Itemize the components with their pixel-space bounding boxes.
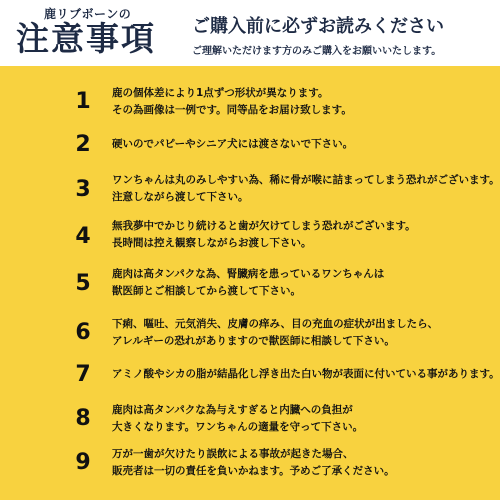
page-title: 注意事項 [16, 19, 156, 58]
item-text-line: 鹿肉は高タンパクな為与えすぎると内臓への負担が [112, 404, 353, 416]
item-number: 1 [75, 89, 91, 114]
item-text-line: 大きくなります。ワンちゃんの適量を守って下さい。 [112, 421, 364, 433]
product-label: 鹿リブボーンの [44, 7, 132, 21]
item-text [112, 136, 492, 153]
item-text [112, 266, 492, 300]
header-banner [0, 0, 500, 66]
item-number: 7 [75, 362, 91, 387]
item-text-line: 鹿肉は高タンパクな為、腎臓病を患っているワンちゃんは [112, 268, 385, 280]
item-text-line: 注意しながら渡して下さい。 [112, 191, 249, 203]
notice-subheading: ご理解いただけます方のみご購入をお願いいたします。 [192, 46, 442, 57]
item-number: 6 [75, 320, 91, 345]
item-number: 8 [75, 406, 91, 431]
caution-list [0, 66, 500, 500]
item-number: 5 [75, 271, 91, 296]
item-text-line: 獣医師とご相談してから渡して下さい。 [112, 285, 301, 297]
item-text-line: 下痢、嘔吐、元気消失、皮膚の痒み、目の充血の症状が出ましたら、 [112, 318, 439, 330]
item-text-line: 硬いのでパピーやシニア犬には渡さないで下さい。 [112, 138, 354, 150]
item-text [112, 218, 492, 252]
item-text [112, 85, 492, 119]
notice-heading: ご購入前に必ずお読みください [192, 16, 444, 37]
item-text-line: 万が一歯が欠けたり誤飲による事故が起きた場合、 [112, 448, 354, 460]
item-text-line: その為画像は一例です。同等品をお届け致します。 [112, 104, 352, 116]
item-text [112, 172, 500, 206]
item-text [112, 316, 492, 350]
item-text [112, 402, 492, 436]
item-text [112, 366, 500, 383]
item-number: 2 [75, 132, 91, 157]
item-number: 4 [75, 224, 91, 249]
item-text-line: アミノ酸やシカの脂が結晶化し浮き出た白い物が表面に付いている事があります。 [112, 368, 500, 380]
item-number: 3 [75, 177, 91, 202]
item-number: 9 [75, 450, 91, 475]
item-text-line: 長時間は控え観察しながらお渡し下さい。 [112, 237, 312, 249]
item-text-line: 無我夢中でかじり続けると歯が欠けてしまう恐れがございます。 [112, 220, 416, 232]
item-text-line: 販売者は一切の責任を負いかねます。予めご了承ください。 [112, 465, 395, 477]
item-text-line: 鹿の個体差により1点ずつ形状が異なります。 [112, 87, 329, 99]
item-text [112, 446, 492, 480]
item-text-line: アレルギーの恐れがありますので獣医師に相談して下さい。 [112, 335, 395, 347]
item-text-line: ワンちゃんは丸のみしやすい為、稀に骨が喉に詰まってしまう恐れがございます。 [112, 174, 500, 186]
